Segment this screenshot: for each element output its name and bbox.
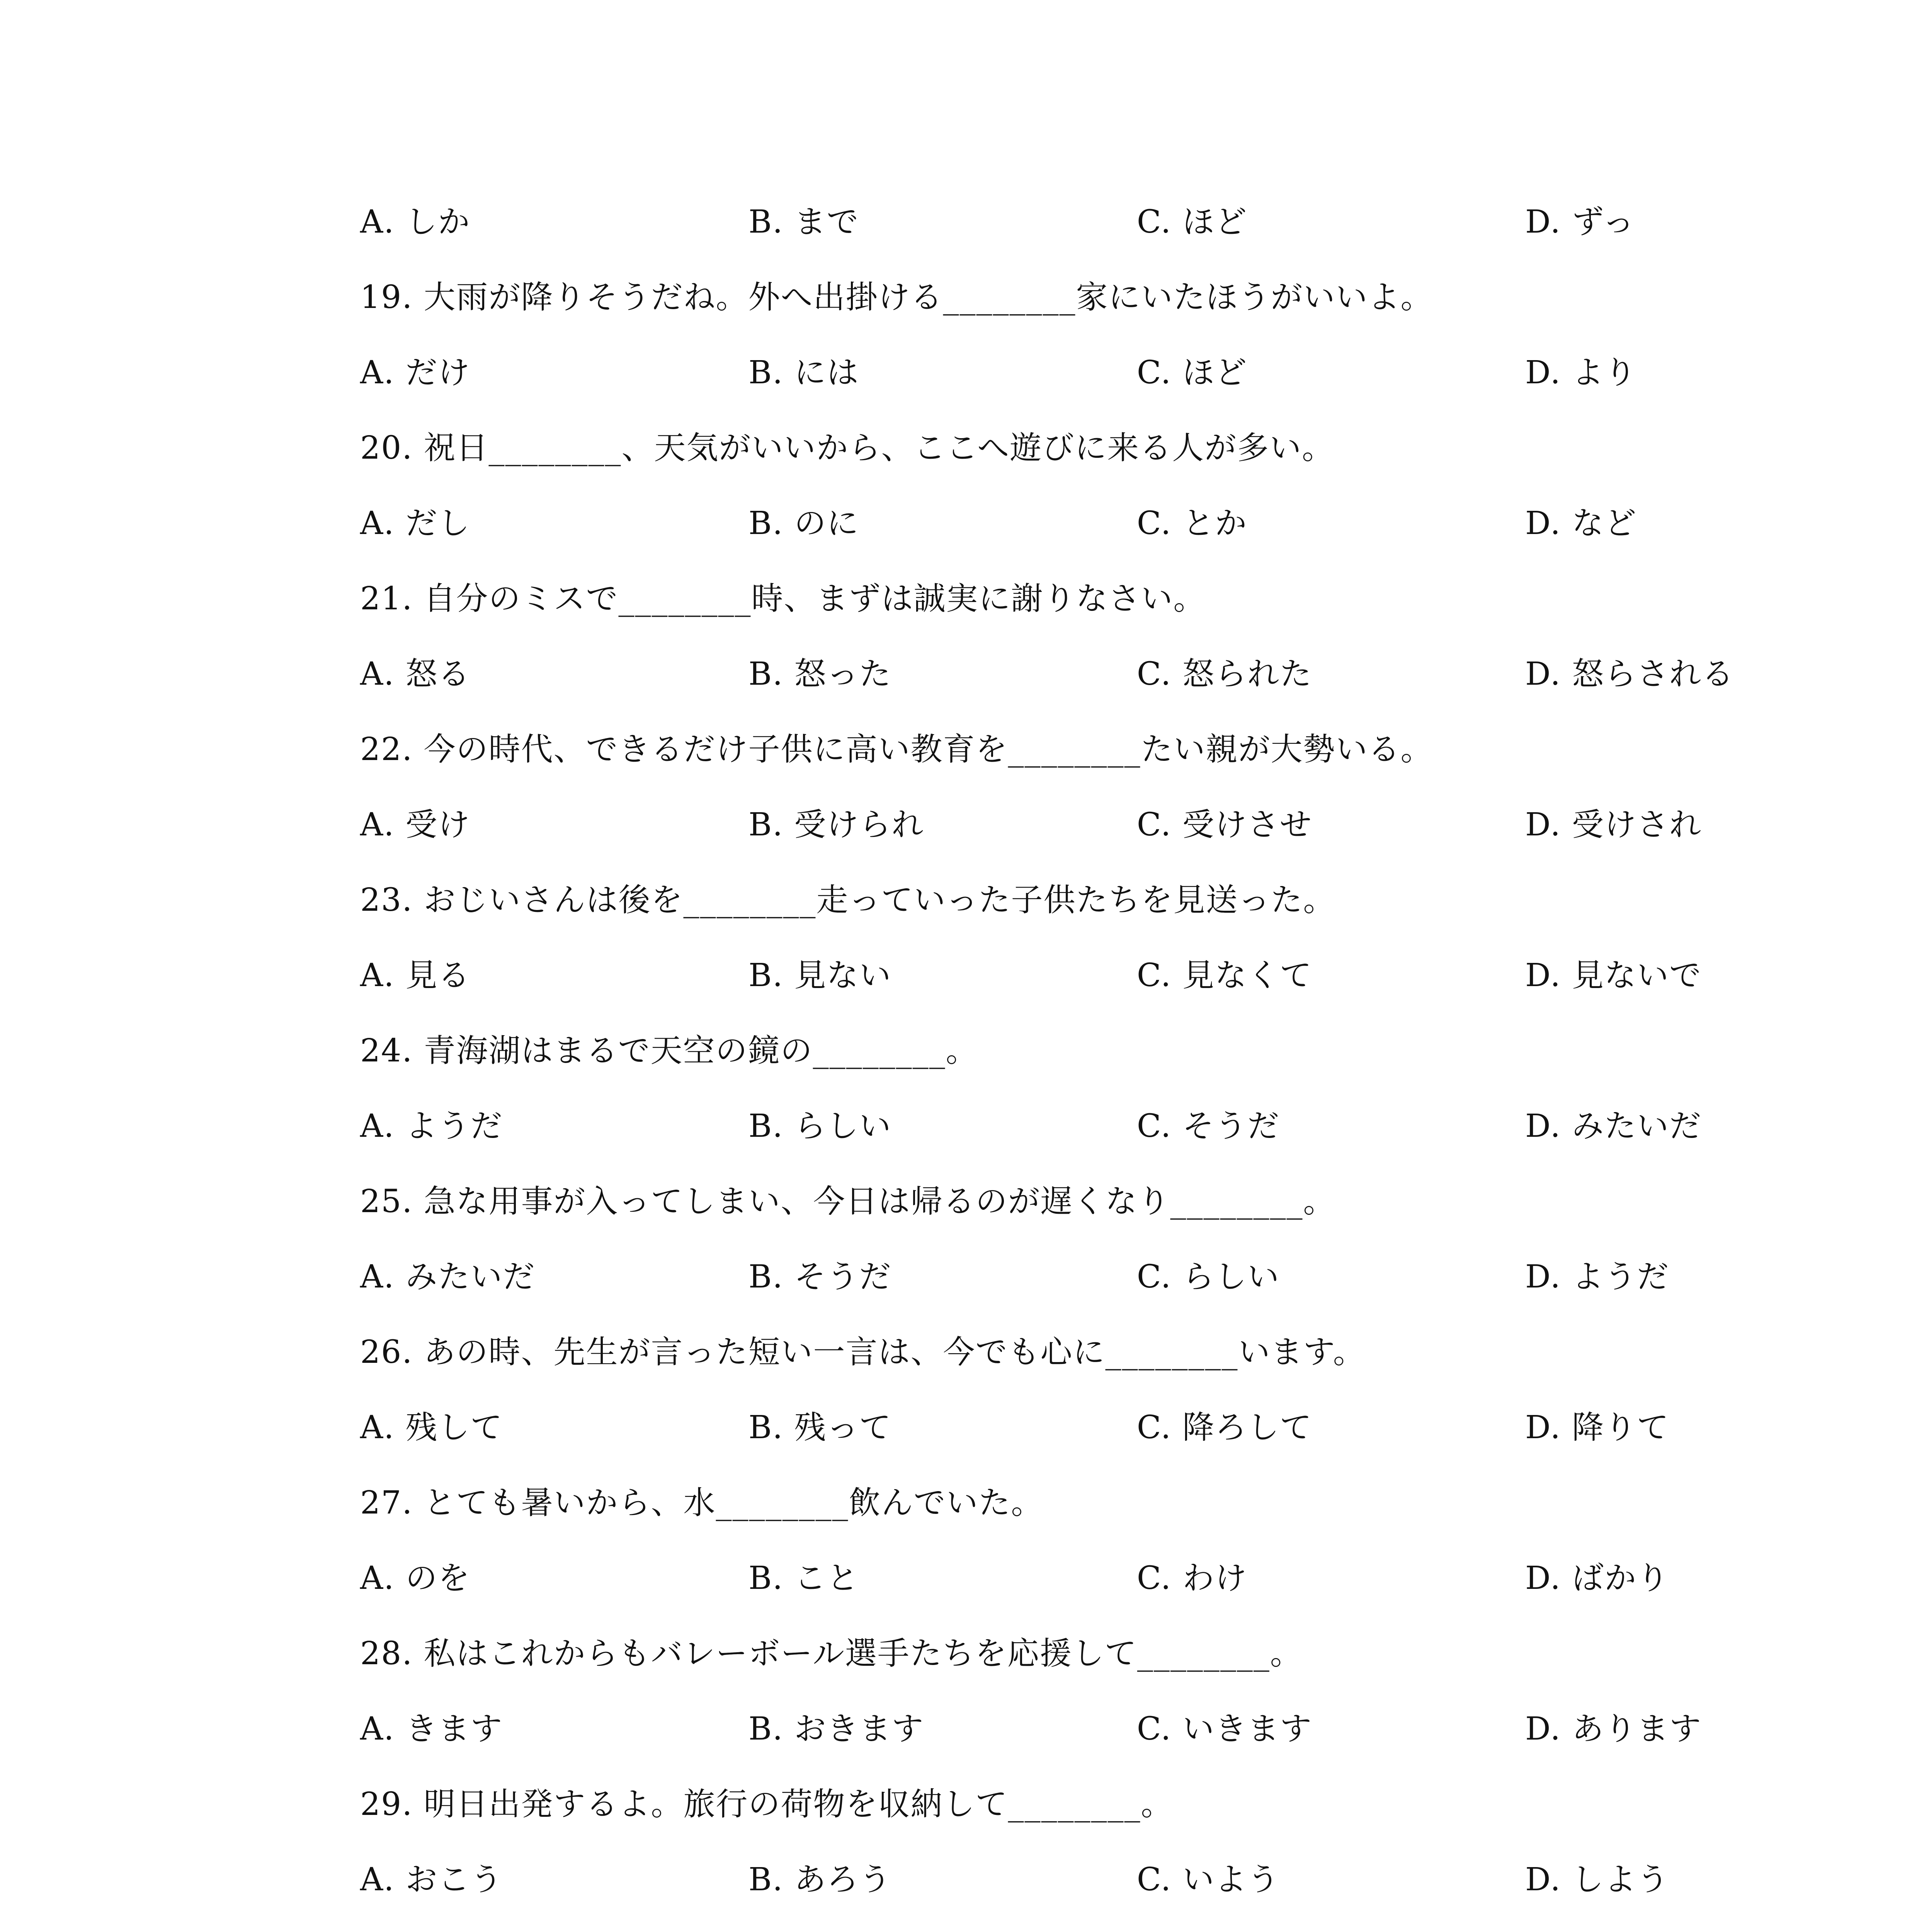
option-a: A. おこう (360, 1861, 503, 1898)
option-c: C. 見なくて (1137, 957, 1312, 994)
option-c: C. いきます (1137, 1711, 1312, 1747)
option-c: C. 怒られた (1137, 656, 1312, 692)
option-b: B. あろう (748, 1861, 892, 1898)
option-b: B. には (748, 354, 859, 391)
options-row-20 (360, 502, 1867, 545)
option-d: D. みたいだ (1525, 1108, 1702, 1145)
option-c: C. 降ろして (1137, 1409, 1312, 1446)
option-c: C. 受けさせ (1137, 806, 1312, 843)
option-c: C. そうだ (1137, 1108, 1280, 1145)
option-d: D. ずっ (1525, 204, 1635, 240)
option-d: D. 怒らされる (1525, 656, 1734, 692)
question-28: 28. 私はこれからもバレーボール選手たちを応援して________。 (360, 1635, 1303, 1672)
option-a: A. ようだ (360, 1108, 503, 1145)
option-a: A. 残して (360, 1409, 503, 1446)
option-d: D. より (1525, 354, 1637, 391)
option-c: C. とか (1137, 505, 1247, 542)
question-25: 25. 急な用事が入ってしまい、今日は帰るのが遅くなり________。 (360, 1183, 1336, 1220)
option-b: B. そうだ (748, 1259, 892, 1295)
option-c: C. ほど (1137, 354, 1247, 391)
option-b: B. おきます (748, 1711, 924, 1747)
option-d: D. ようだ (1525, 1259, 1669, 1295)
question-27: 27. とても暑いから、水________飲んでいた。 (360, 1485, 1044, 1521)
option-d: D. しよう (1525, 1861, 1669, 1898)
options-row-19 (360, 352, 1867, 394)
option-d: D. 見ないで (1525, 957, 1702, 994)
option-c: C. ほど (1137, 204, 1247, 240)
options-row-29 (360, 1859, 1867, 1901)
option-a: A. 見る (360, 957, 471, 994)
option-b: B. まで (748, 204, 859, 240)
option-c: C. わけ (1137, 1560, 1247, 1597)
question-21: 21. 自分のミスで________時、まずは誠実に謝りなさい。 (360, 580, 1206, 617)
option-b: B. 見ない (748, 957, 892, 994)
question-20: 20. 祝日________、天気がいいから、ここへ遊びに来る人が多い。 (360, 430, 1335, 466)
options-row-24 (360, 1105, 1867, 1148)
option-d: D. ばかり (1525, 1560, 1669, 1597)
option-b: B. 受けられ (748, 806, 924, 843)
options-row-27 (360, 1557, 1867, 1600)
options-row-28 (360, 1708, 1867, 1750)
option-a: A. しか (360, 204, 471, 240)
option-d: D. など (1525, 505, 1637, 542)
options-row-21 (360, 653, 1867, 696)
options-row-22 (360, 804, 1867, 846)
option-c: C. いよう (1137, 1861, 1280, 1898)
question-26: 26. あの時、先生が言った短い一言は、今でも心に________います。 (360, 1334, 1366, 1371)
question-22: 22. 今の時代、できるだけ子供に高い教育を________たい親が大勢いる。 (360, 731, 1433, 768)
option-b: B. らしい (748, 1108, 892, 1145)
option-a: A. 受け (360, 806, 471, 843)
option-a: A. だけ (360, 354, 471, 391)
options-row-18 (360, 201, 1867, 243)
option-b: B. 残って (748, 1409, 892, 1446)
option-d: D. 降りて (1525, 1409, 1669, 1446)
option-b: B. のに (748, 505, 859, 542)
option-b: B. こと (748, 1560, 859, 1597)
option-a: A. だし (360, 505, 471, 542)
option-d: D. あります (1525, 1711, 1702, 1747)
options-row-26 (360, 1406, 1867, 1449)
option-a: A. 怒る (360, 656, 471, 692)
option-a: A. のを (360, 1560, 471, 1597)
option-b: B. 怒った (748, 656, 892, 692)
question-24: 24. 青海湖はまるで天空の鏡の________。 (360, 1032, 978, 1069)
option-a: A. きます (360, 1711, 503, 1747)
option-a: A. みたいだ (360, 1259, 536, 1295)
options-row-25 (360, 1256, 1867, 1298)
option-c: C. らしい (1137, 1259, 1280, 1295)
question-29: 29. 明日出発するよ。旅行の荷物を収納して________。 (360, 1786, 1174, 1823)
option-d: D. 受けされ (1525, 806, 1702, 843)
options-row-23 (360, 954, 1867, 997)
question-23: 23. おじいさんは後を________走っていった子供たちを見送った。 (360, 882, 1336, 918)
question-19: 19. 大雨が降りそうだね。外へ出掛ける________家にいたほうがいいよ。 (360, 279, 1433, 316)
